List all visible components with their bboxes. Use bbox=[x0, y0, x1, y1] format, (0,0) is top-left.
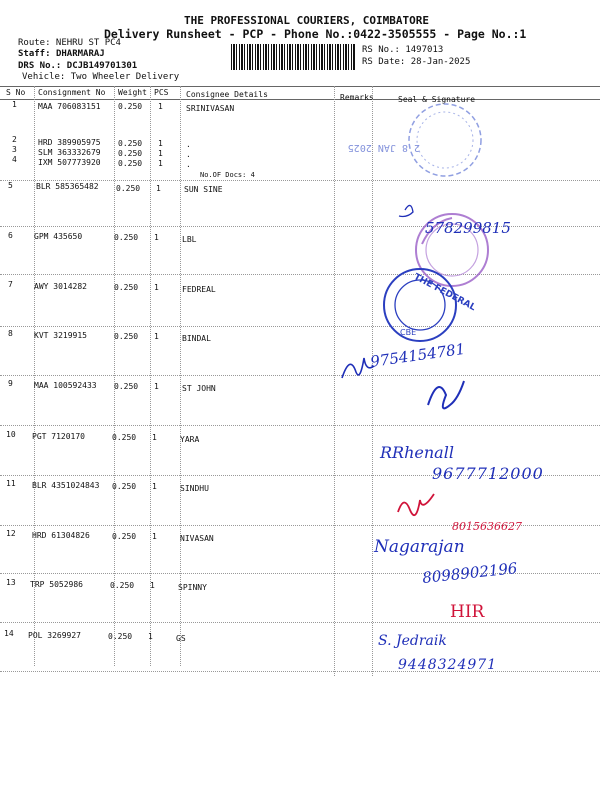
row-consignee: NIVASAN bbox=[180, 534, 214, 543]
federal-stamp-text: THE FEDERAL bbox=[411, 272, 478, 314]
date-stamp-text: 2 8 JAN 2025 bbox=[347, 142, 420, 153]
route: Route: NEHRU ST PC4 bbox=[18, 38, 121, 48]
runsheet-title: Delivery Runsheet - PCP - Phone No.:0422-3505555 - Page No.:1 bbox=[104, 27, 527, 41]
row-pcs: 1 bbox=[154, 332, 159, 341]
phone-row14: 9448324971 bbox=[398, 657, 498, 673]
row-rule bbox=[0, 671, 600, 672]
row-rule bbox=[0, 326, 600, 327]
staff bbox=[18, 49, 105, 59]
purple-stamp bbox=[416, 214, 488, 286]
col-header-consignee: Consignee Details bbox=[186, 90, 268, 99]
row-pcs: 1 bbox=[158, 139, 163, 148]
drs-number bbox=[18, 61, 137, 71]
row-weight: 0.250 bbox=[118, 149, 143, 158]
row-consignee: LBL bbox=[182, 235, 197, 244]
row-weight: 0.250 bbox=[116, 184, 141, 193]
row-sno: 2 bbox=[12, 135, 17, 144]
row-rule bbox=[0, 622, 600, 623]
rs-number: RS No.: 1497013 bbox=[362, 45, 444, 55]
company-name: THE PROFESSIONAL COURIERS, COIMBATORE bbox=[184, 14, 430, 27]
col-divider bbox=[180, 86, 181, 666]
row-sno: 7 bbox=[8, 280, 13, 289]
row-consignment: BLR 585365482 bbox=[36, 182, 99, 191]
row-weight: 0.250 bbox=[114, 233, 139, 242]
federal-stamp bbox=[384, 269, 477, 341]
row-consignment: SLM 363332679 bbox=[38, 148, 101, 157]
row-consignee: . bbox=[186, 150, 191, 159]
row-pcs: 1 bbox=[158, 102, 163, 111]
row-weight: 0.250 bbox=[112, 433, 137, 442]
staff-value: DHARMARAJ bbox=[55, 49, 105, 59]
col-divider bbox=[114, 86, 115, 666]
row-consignment: POL 3269927 bbox=[28, 631, 81, 640]
row-pcs: 1 bbox=[152, 433, 157, 442]
col-header-pcs: PCS bbox=[154, 88, 169, 97]
row-consignment: AWY 3014282 bbox=[34, 282, 87, 291]
row-consignment: HRD 61304826 bbox=[32, 531, 90, 540]
phone-row8: 9754154781 bbox=[369, 339, 467, 371]
row-rule bbox=[0, 525, 600, 526]
row-weight: 0.250 bbox=[118, 139, 143, 148]
drs-value: DCJB149701301 bbox=[66, 61, 138, 71]
row-sno: 10 bbox=[6, 430, 16, 439]
row-weight: 0.250 bbox=[110, 581, 135, 590]
phone-row5: 578299815 bbox=[425, 219, 511, 237]
row-weight: 0.250 bbox=[114, 332, 139, 341]
col-header-weight: Weight bbox=[118, 88, 147, 97]
row-sno: 3 bbox=[12, 145, 17, 154]
row-consignee: SPINNY bbox=[178, 583, 207, 592]
row-sno: 1 bbox=[12, 100, 17, 109]
phone-row12: 8098902196 bbox=[421, 559, 519, 587]
row-rule bbox=[0, 375, 600, 376]
row-consignee: GS bbox=[176, 634, 186, 643]
signature-row5 bbox=[399, 205, 511, 237]
no-of-docs: No.OF Docs: 4 bbox=[200, 171, 255, 179]
row-pcs: 1 bbox=[148, 632, 153, 641]
row-sno: 14 bbox=[4, 629, 14, 638]
row-weight: 0.250 bbox=[108, 632, 133, 641]
row-consignee: SINDHU bbox=[180, 484, 209, 493]
table-header-rule bbox=[0, 99, 600, 100]
col-divider bbox=[334, 86, 335, 676]
row-weight: 0.250 bbox=[112, 482, 137, 491]
date-stamp bbox=[348, 104, 481, 176]
row-pcs: 1 bbox=[156, 184, 161, 193]
name-row12: Nagarajan bbox=[374, 537, 465, 557]
row-consignee: SUN SINE bbox=[184, 185, 223, 194]
row-weight: 0.250 bbox=[118, 159, 143, 168]
barcode bbox=[231, 44, 355, 70]
table-top-rule bbox=[0, 86, 600, 87]
row-consignment: PGT 7120170 bbox=[32, 432, 85, 441]
row-consignment: MAA 100592433 bbox=[34, 381, 97, 390]
staff-label: Staff: bbox=[18, 49, 51, 59]
federal-stamp-city: CBE bbox=[400, 328, 417, 337]
row-pcs: 1 bbox=[154, 233, 159, 242]
row-pcs: 1 bbox=[158, 159, 163, 168]
signature-row11 bbox=[398, 494, 434, 515]
row-sno: 6 bbox=[8, 231, 13, 240]
row-consignee: ST JOHN bbox=[182, 384, 216, 393]
row-pcs: 1 bbox=[152, 482, 157, 491]
row-pcs: 1 bbox=[154, 283, 159, 292]
col-divider bbox=[34, 86, 35, 666]
col-header-seal: Seal & Signature bbox=[398, 95, 476, 104]
row-consignment: KVT 3219915 bbox=[34, 331, 87, 340]
row-sno: 4 bbox=[12, 155, 17, 164]
row-consignee: SRINIVASAN bbox=[186, 104, 235, 113]
row-sno: 9 bbox=[8, 379, 13, 388]
row-rule bbox=[0, 475, 600, 476]
signature-row9 bbox=[428, 381, 464, 408]
row-rule bbox=[0, 573, 600, 574]
row-consignee: . bbox=[186, 160, 191, 169]
row-consignee: YARA bbox=[180, 435, 200, 444]
name-row10: RRhenall bbox=[380, 443, 454, 462]
phone-row11: 8015636627 bbox=[452, 520, 522, 533]
row-pcs: 1 bbox=[150, 581, 155, 590]
row-consignment: TRP 5052986 bbox=[30, 580, 83, 589]
row-consignment: HRD 389905975 bbox=[38, 138, 101, 147]
phone-row10: 9677712000 bbox=[432, 464, 544, 483]
row-consignee: FEDREAL bbox=[182, 285, 216, 294]
row-weight: 0.250 bbox=[118, 102, 143, 111]
name-row14: S. Jedraik bbox=[378, 633, 447, 649]
row-consignment: MAA 706083151 bbox=[38, 102, 101, 111]
row-sno: 13 bbox=[6, 578, 16, 587]
row-consignment: IXM 507773920 bbox=[38, 158, 101, 167]
row-weight: 0.250 bbox=[114, 382, 139, 391]
row-pcs: 1 bbox=[154, 382, 159, 391]
row-sno: 8 bbox=[8, 329, 13, 338]
row-consignment: BLR 4351024843 bbox=[32, 481, 100, 490]
row-sno: 5 bbox=[8, 181, 13, 190]
row-weight: 0.250 bbox=[114, 283, 139, 292]
row-consignment: GPM 435650 bbox=[34, 232, 83, 241]
rs-date: RS Date: 28-Jan-2025 bbox=[362, 57, 471, 67]
col-divider bbox=[372, 86, 373, 676]
row-pcs: 1 bbox=[158, 149, 163, 158]
row-sno: 11 bbox=[6, 479, 16, 488]
row-rule bbox=[0, 180, 600, 181]
col-header-remarks: Remarks bbox=[340, 93, 374, 102]
vehicle: Vehicle: Two Wheeler Delivery bbox=[22, 72, 180, 82]
col-header-consignment: Consignment No bbox=[38, 88, 106, 97]
drs-label: DRS No.: bbox=[18, 61, 62, 71]
row-consignee: . bbox=[186, 140, 191, 149]
col-header-sno: S No bbox=[6, 88, 26, 97]
col-divider bbox=[150, 86, 151, 666]
signature-row8 bbox=[342, 340, 466, 378]
row-sno: 12 bbox=[6, 529, 16, 538]
row-pcs: 1 bbox=[152, 532, 157, 541]
row-rule bbox=[0, 425, 600, 426]
text-row13: HIR bbox=[450, 602, 485, 622]
row-rule bbox=[0, 226, 600, 227]
row-weight: 0.250 bbox=[112, 532, 137, 541]
row-rule bbox=[0, 274, 600, 275]
row-consignee: BINDAL bbox=[182, 334, 211, 343]
